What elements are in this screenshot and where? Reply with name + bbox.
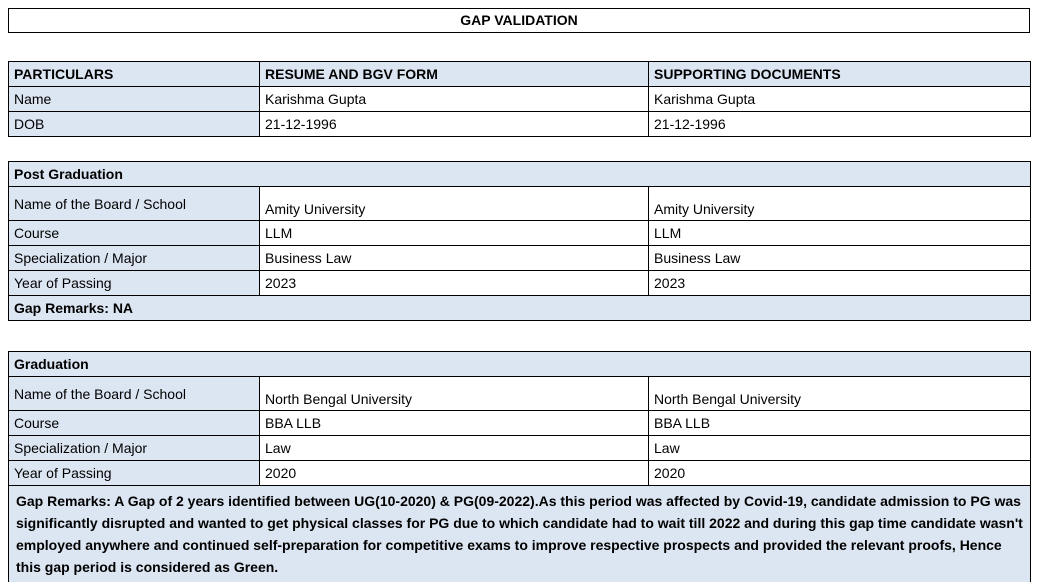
column-header-particulars: PARTICULARS [9, 62, 260, 87]
name-supporting-value: Karishma Gupta [649, 87, 1031, 112]
row-label-year-of-passing: Year of Passing [9, 461, 260, 486]
row-label-specialization: Specialization / Major [9, 436, 260, 461]
section-header-row [9, 352, 1031, 377]
table-row-specialization [9, 246, 1031, 271]
pg-specialization-resume-value: Business Law [260, 246, 649, 271]
table-row-board-school [9, 187, 1031, 221]
table-row-course [9, 221, 1031, 246]
ug-course-resume-value: BBA LLB [260, 411, 649, 436]
section-title-post-graduation: Post Graduation [9, 162, 1031, 187]
pg-board-resume-value: Amity University [260, 187, 649, 221]
post-graduation-table [8, 161, 1031, 321]
table-row-board-school [9, 377, 1031, 411]
pg-year-supporting-value: 2023 [649, 271, 1031, 296]
pg-year-resume-value: 2023 [260, 271, 649, 296]
table-row-course [9, 411, 1031, 436]
dob-supporting-value: 21-12-1996 [649, 112, 1031, 137]
gap-remarks-row [9, 486, 1031, 582]
row-label-course: Course [9, 221, 260, 246]
dob-resume-value: 21-12-1996 [260, 112, 649, 137]
pg-course-supporting-value: LLM [649, 221, 1031, 246]
pg-specialization-supporting-value: Business Law [649, 246, 1031, 271]
ug-year-supporting-value: 2020 [649, 461, 1031, 486]
table-row-specialization [9, 436, 1031, 461]
table-row-dob [9, 112, 1031, 137]
ug-specialization-supporting-value: Law [649, 436, 1031, 461]
column-header-supporting-docs: SUPPORTING DOCUMENTS [649, 62, 1031, 87]
row-label-name: Name [9, 87, 260, 112]
table-row-name [9, 87, 1031, 112]
document-title: GAP VALIDATION [8, 8, 1030, 33]
section-header-row [9, 162, 1031, 187]
ug-course-supporting-value: BBA LLB [649, 411, 1031, 436]
row-label-specialization: Specialization / Major [9, 246, 260, 271]
particulars-header-row [9, 62, 1031, 87]
pg-course-resume-value: LLM [260, 221, 649, 246]
ug-year-resume-value: 2020 [260, 461, 649, 486]
gap-remarks-row [9, 296, 1031, 321]
graduation-table [8, 351, 1031, 582]
pg-board-supporting-value: Amity University [649, 187, 1031, 221]
table-row-year-of-passing [9, 461, 1031, 486]
name-resume-value: Karishma Gupta [260, 87, 649, 112]
table-row-year-of-passing [9, 271, 1031, 296]
row-label-board-school: Name of the Board / School [9, 377, 260, 411]
row-label-year-of-passing: Year of Passing [9, 271, 260, 296]
ug-gap-remarks: Gap Remarks: A Gap of 2 years identified between UG(10-2020) & PG(09-2022).As this period was affected by Covid-19, candidate admission to PG was significantly disrupted and wanted to get physical classes for PG due to which candidate had to wait till 2022 and during this gap time candidate wasn't employed anywhere and continued self-preparation for competitive exams to improve respective prospects and provided the relevant proofs, Hence this gap period is considered as Green. [9, 486, 1031, 582]
ug-board-supporting-value: North Bengal University [649, 377, 1031, 411]
column-header-resume-bgv: RESUME AND BGV FORM [260, 62, 649, 87]
particulars-table [8, 61, 1031, 137]
row-label-course: Course [9, 411, 260, 436]
section-title-graduation: Graduation [9, 352, 1031, 377]
ug-board-resume-value: North Bengal University [260, 377, 649, 411]
ug-specialization-resume-value: Law [260, 436, 649, 461]
row-label-board-school: Name of the Board / School [9, 187, 260, 221]
row-label-dob: DOB [9, 112, 260, 137]
pg-gap-remarks: Gap Remarks: NA [9, 296, 1031, 321]
